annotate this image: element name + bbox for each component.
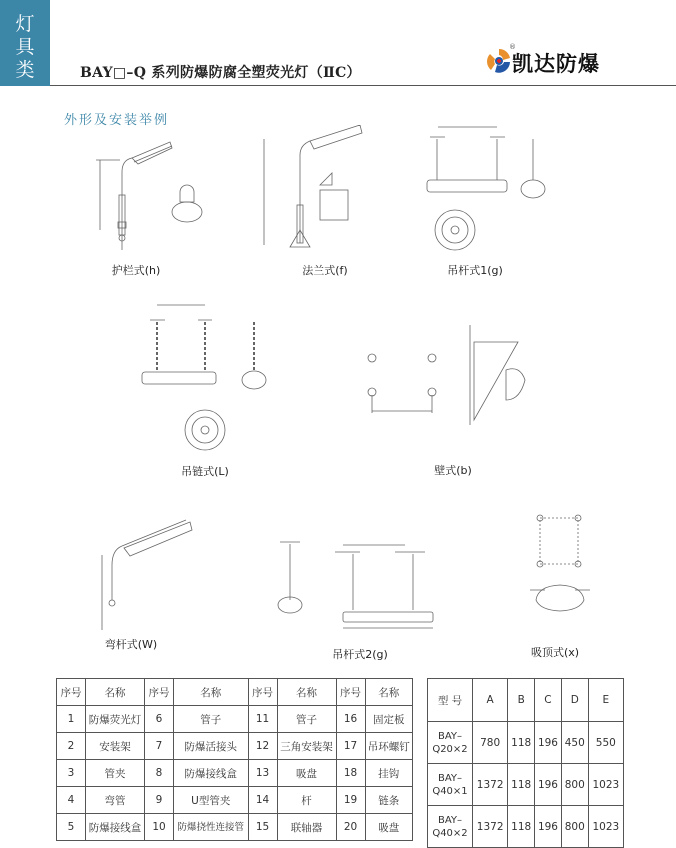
header-cell: A [473,679,508,722]
side-tab-char: 具 [15,36,35,58]
table-row [57,760,413,787]
cell: 14 [248,787,277,814]
header-cell: 名称 [277,679,336,706]
caption-f: 法兰式(f) [302,264,348,277]
diagram-g1-pendant-rod [415,125,565,260]
table-row [428,764,624,806]
cell: BAY–Q40×2 [428,806,473,848]
header-cell: D [561,679,588,722]
caption-W: 弯杆式(W) [104,638,158,651]
cell: 4 [57,787,86,814]
cell: 7 [145,733,174,760]
cell: 3 [57,760,86,787]
cell: 780 [473,722,508,764]
dimensions-table [427,678,624,848]
header-cell: 序号 [336,679,365,706]
cell: 防爆挠性连接管 [174,814,248,841]
cell: 1023 [588,806,623,848]
cell: 固定板 [365,706,412,733]
cell: 800 [561,806,588,848]
cell: 550 [588,722,623,764]
cell: 20 [336,814,365,841]
registered-mark: ® [509,43,516,51]
cell: 16 [336,706,365,733]
cell: 196 [535,764,562,806]
cell: 196 [535,722,562,764]
cell: 17 [336,733,365,760]
cell: 13 [248,760,277,787]
diagram-f-flange [250,125,370,260]
cell: 管子 [277,706,336,733]
cell: 管夹 [86,760,145,787]
cell: 196 [535,806,562,848]
caption-g2: 吊杆式2(g) [332,648,388,661]
table-header-row [428,679,624,722]
cell: 800 [561,764,588,806]
brand-name: 凯达防爆 [512,52,600,76]
header-cell: 序号 [248,679,277,706]
table-row [57,733,413,760]
cell: 管子 [174,706,248,733]
cell: 挂钩 [365,760,412,787]
cell: 9 [145,787,174,814]
table-row [57,706,413,733]
header-cell: 名称 [174,679,248,706]
header-cell: 名称 [365,679,412,706]
parts-table [56,678,413,841]
caption-L: 吊链式(L) [181,465,229,478]
side-tab-char: 类 [15,59,35,81]
diagram-g2-pendant-rod [265,530,435,635]
cell: 6 [145,706,174,733]
cell: BAY–Q20×2 [428,722,473,764]
cell: 三角安装架 [277,733,336,760]
side-tab-char: 灯 [15,13,35,35]
header-cell: E [588,679,623,722]
cell: 弯管 [86,787,145,814]
cell: 11 [248,706,277,733]
header-cell: C [535,679,562,722]
diagram-W-bent-rod [90,510,200,630]
diagram-h-guardrail [90,130,210,260]
cell: 15 [248,814,277,841]
section-title: 外形及安装举例 [64,113,170,128]
cell: 10 [145,814,174,841]
table-row [57,787,413,814]
caption-h: 护栏式(h) [111,264,161,277]
cell: 吊环螺钉 [365,733,412,760]
cell: 2 [57,733,86,760]
cell: 12 [248,733,277,760]
cell: 防爆接线盒 [174,760,248,787]
cell: 5 [57,814,86,841]
cell: 吸盘 [277,760,336,787]
header-cell: 序号 [57,679,86,706]
diagram-x-ceiling [510,500,610,620]
diagram-L-chain [140,300,290,460]
cell: 1 [57,706,86,733]
cell: 18 [336,760,365,787]
cell: 450 [561,722,588,764]
header-cell: B [508,679,535,722]
category-side-tab [0,0,50,86]
header-cell: 型 号 [428,679,473,722]
header-divider [50,85,676,86]
page-title: BAY□–Q 系列防爆防腐全塑荧光灯（ⅡC） [80,65,361,81]
caption-g1: 吊杆式1(g) [447,264,503,277]
cell: 安装架 [86,733,145,760]
table-row [57,814,413,841]
cell: BAY–Q40×1 [428,764,473,806]
cell: 防爆接线盒 [86,814,145,841]
table-row [428,806,624,848]
header-cell: 名称 [86,679,145,706]
table-header-row [57,679,413,706]
table-row [428,722,624,764]
caption-b: 壁式(b) [434,464,472,477]
cell: 吸盘 [365,814,412,841]
cell: 118 [508,722,535,764]
cell: 1372 [473,806,508,848]
cell: 防爆荧光灯 [86,706,145,733]
cell: 1372 [473,764,508,806]
cell: 19 [336,787,365,814]
header-cell: 序号 [145,679,174,706]
cell: 链条 [365,787,412,814]
cell: 联轴器 [277,814,336,841]
cell: 杆 [277,787,336,814]
cell: 防爆活接头 [174,733,248,760]
cell: U型管夹 [174,787,248,814]
cell: 118 [508,764,535,806]
cell: 8 [145,760,174,787]
caption-x: 吸顶式(x) [530,646,580,659]
cell: 118 [508,806,535,848]
diagram-b-wall [360,315,540,435]
cell: 1023 [588,764,623,806]
